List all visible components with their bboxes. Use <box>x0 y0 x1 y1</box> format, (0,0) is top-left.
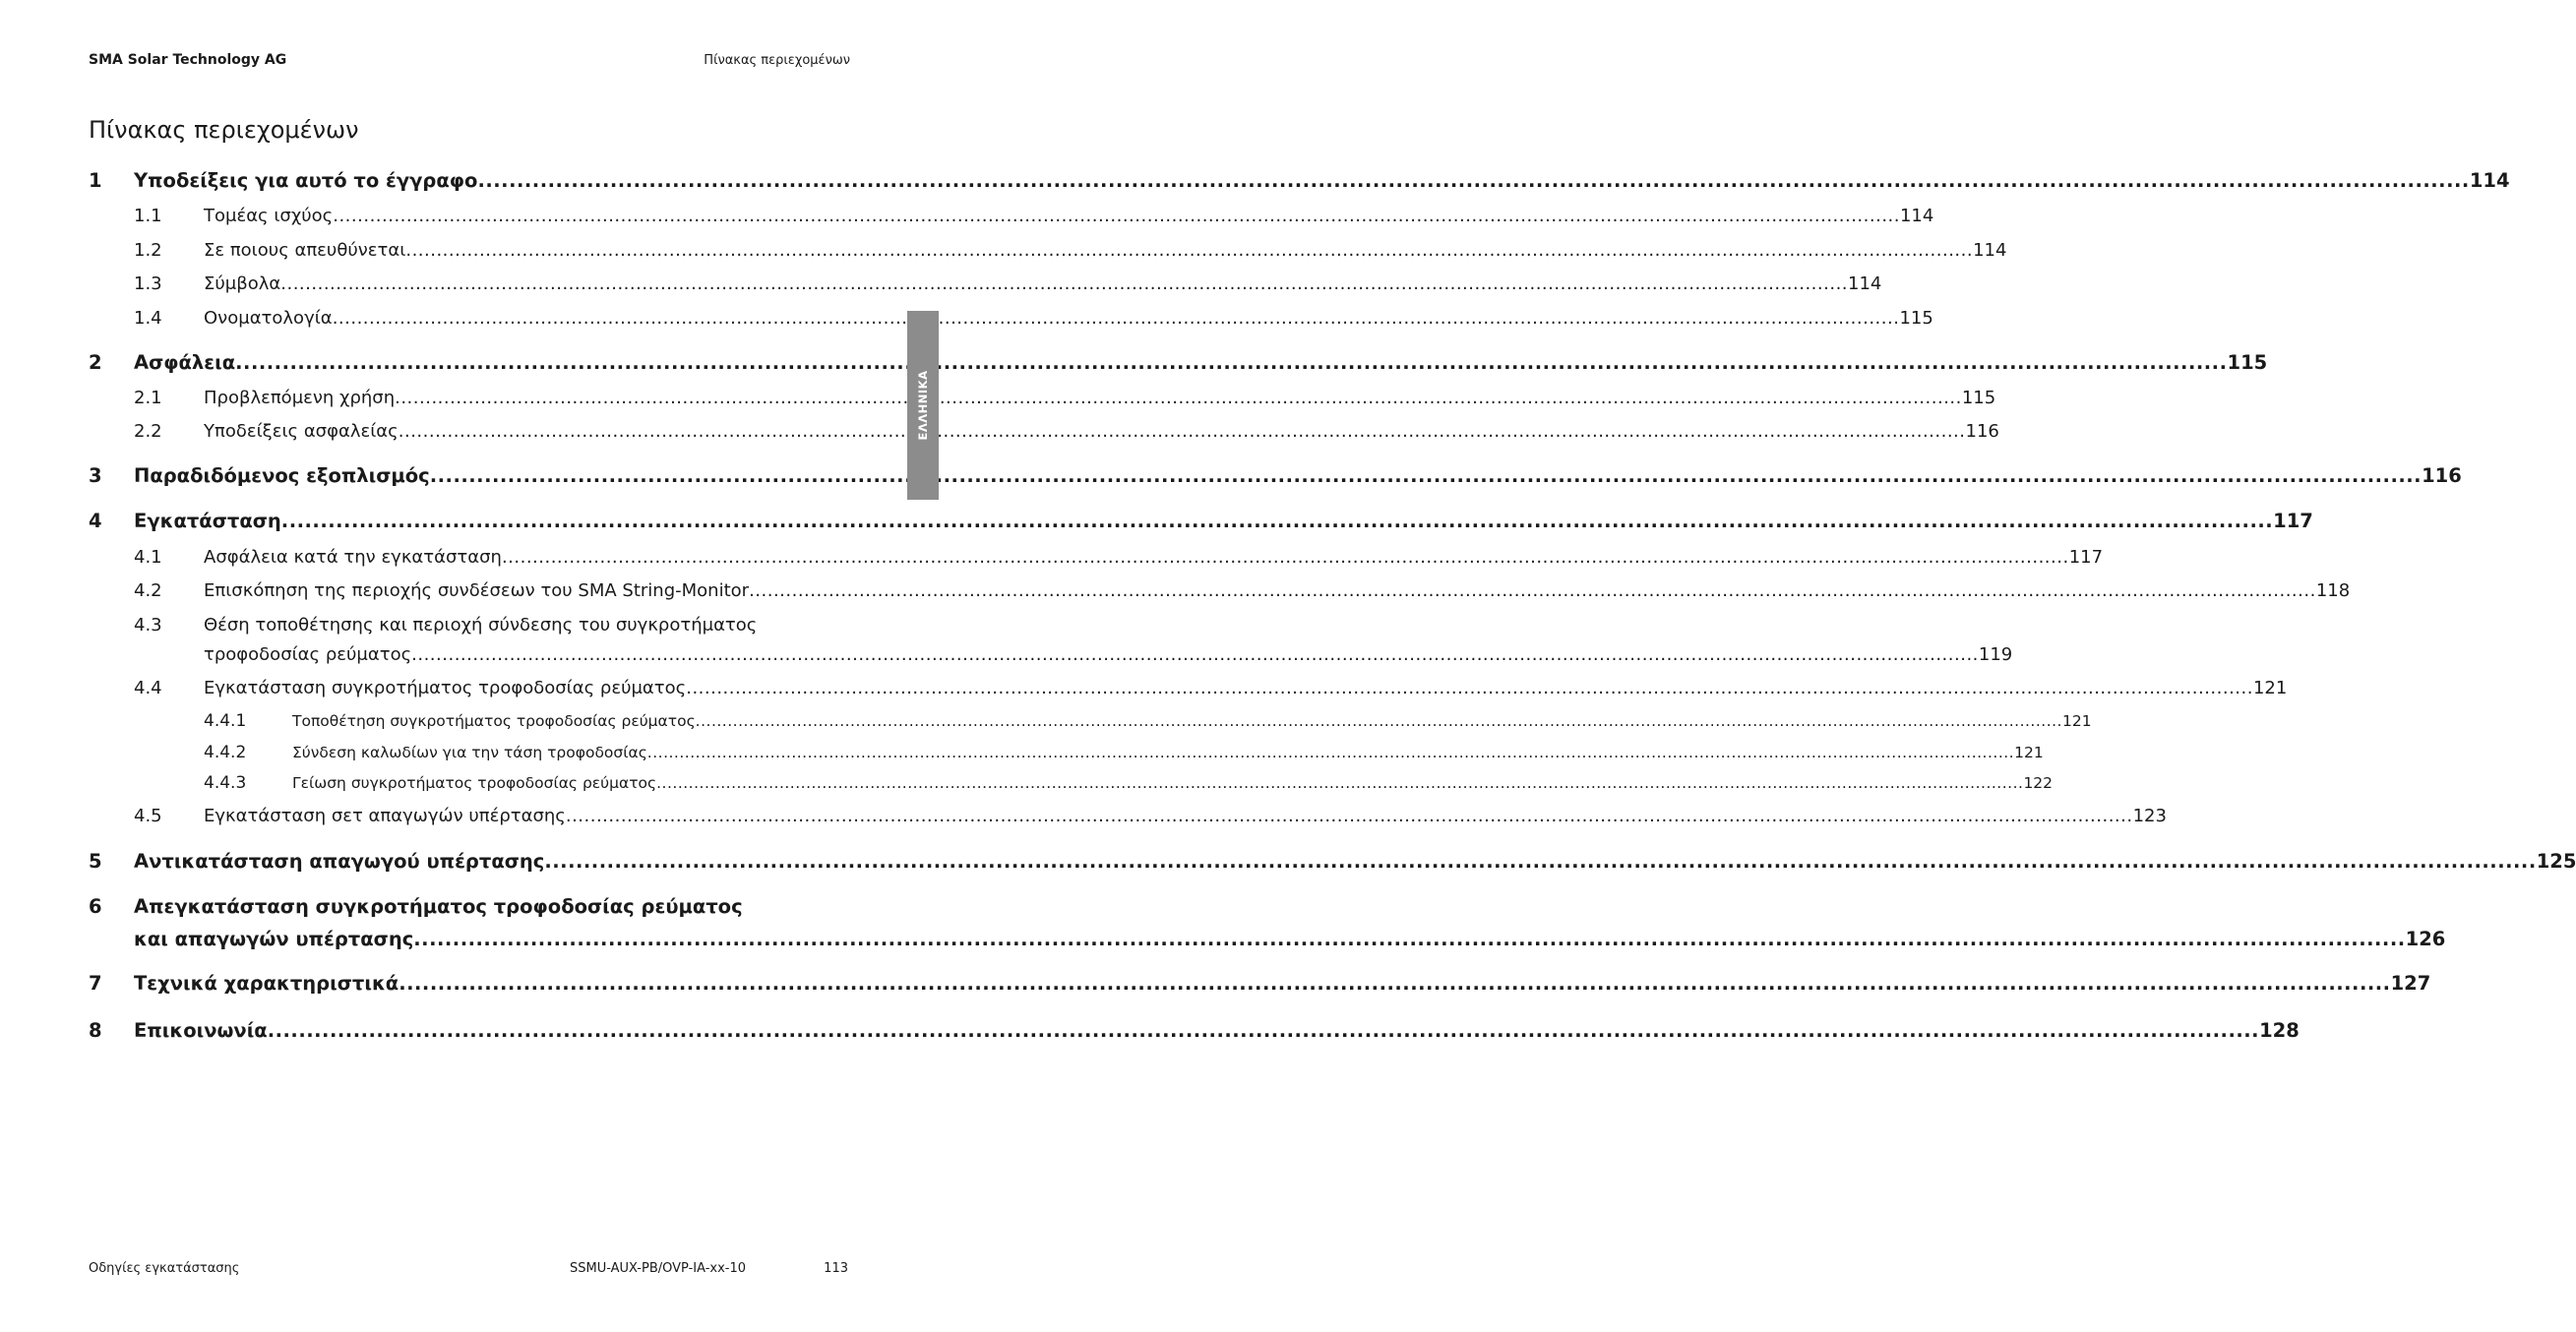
toc-title: Ασφάλεια <box>134 351 236 374</box>
toc-title: Επισκόπηση της περιοχής συνδέσεων του SMA String-Monitor <box>204 580 750 601</box>
toc-number: 4.5 <box>134 806 162 826</box>
toc-entry-6[interactable] <box>89 895 849 918</box>
toc-entry-2-1[interactable] <box>89 388 1996 408</box>
toc-leader <box>399 972 2390 995</box>
toc-page: 115 <box>1961 388 1996 408</box>
toc-title: Υποδείξεις για αυτό το έγγραφο <box>134 169 478 192</box>
toc-title: Ασφάλεια κατά την εγκατάσταση <box>204 547 502 568</box>
toc-number: 6 <box>89 895 102 918</box>
toc-number: 4.4.1 <box>204 711 247 731</box>
toc-number: 4.4.2 <box>204 743 247 762</box>
toc-entry-1-3[interactable] <box>89 273 1882 294</box>
toc-title: Τομέας ισχύος <box>204 206 334 226</box>
toc-title: Εγκατάσταση συγκροτήματος τροφοδοσίας ρεύματος <box>204 678 687 698</box>
toc-title: Σύμβολα <box>204 273 281 294</box>
toc-leader <box>749 580 2316 601</box>
toc-entry-1-4[interactable] <box>89 308 1933 329</box>
toc-entry-5[interactable] <box>89 850 2576 873</box>
toc-title: Επικοινωνία <box>134 1019 268 1042</box>
toc-page: 114 <box>1899 206 1934 226</box>
toc-title: Αντικατάσταση απαγωγού υπέρτασης <box>134 850 545 873</box>
toc-title: Τοποθέτηση συγκροτήματος τροφοδοσίας ρεύματος <box>292 712 696 730</box>
toc-entry-4-2[interactable] <box>89 580 2351 601</box>
header-company: SMA Solar Technology AG <box>89 52 287 68</box>
toc-number: 4.4 <box>134 678 162 698</box>
toc-title: Παραδιδόμενος εξοπλισμός <box>134 464 430 487</box>
toc-entry-4-5[interactable] <box>89 806 2167 826</box>
toc-number: 1 <box>89 169 102 192</box>
toc-leader <box>280 273 1848 294</box>
toc-title: Σύνδεση καλωδίων για την τάση τροφοδοσίας <box>292 744 647 761</box>
toc-page: 117 <box>2068 547 2104 568</box>
toc-entry-1-2[interactable] <box>89 240 2007 261</box>
toc-page: 121 <box>2014 744 2044 761</box>
toc-title: Σε ποιους απευθύνεται <box>204 240 406 261</box>
toc-page: 121 <box>2252 678 2288 698</box>
toc-entry-4-1[interactable] <box>89 547 2104 568</box>
toc-leader <box>430 464 2422 487</box>
toc-page: 119 <box>1978 644 2013 665</box>
toc-page: 114 <box>1973 240 2007 261</box>
toc-entry-7[interactable] <box>89 972 2431 995</box>
page-title: Πίνακας περιεχομένων <box>89 116 359 144</box>
toc-leader <box>405 240 1973 261</box>
toc-leader <box>395 388 1962 408</box>
toc-leader <box>647 744 2014 761</box>
toc-leader <box>686 678 2253 698</box>
header-section: Πίνακας περιεχομένων <box>704 53 850 68</box>
toc-entry-4-4-2[interactable] <box>89 743 2044 762</box>
toc-number: 4.1 <box>134 547 162 568</box>
toc-leader <box>411 644 1979 665</box>
toc-leader <box>413 928 2405 950</box>
toc-title: Ονοματολογία <box>204 308 333 329</box>
toc-page: 116 <box>2422 464 2462 487</box>
toc-number: 5 <box>89 850 102 873</box>
toc-page: 122 <box>2023 774 2054 792</box>
toc-number: 1.3 <box>134 273 162 294</box>
toc-leader <box>544 850 2536 873</box>
toc-entry-6-continued[interactable] <box>89 928 2446 950</box>
footer-doc-code: SSMU-AUX-PB/OVP-IA-xx-10 <box>570 1261 747 1276</box>
toc-title: Υποδείξεις ασφαλείας <box>204 421 399 442</box>
toc-number: 1.2 <box>134 240 162 261</box>
toc-leader <box>333 308 1900 329</box>
toc-title: Εγκατάσταση <box>134 510 281 532</box>
toc-page: 125 <box>2536 850 2576 873</box>
toc-leader <box>281 510 2273 532</box>
toc-number: 4.4.3 <box>204 773 247 793</box>
toc-number: 4 <box>89 510 102 532</box>
toc-entry-3[interactable] <box>89 464 2462 487</box>
toc-page: 114 <box>2469 169 2510 192</box>
toc-title: Γείωση συγκροτήματος τροφοδοσίας ρεύματος <box>292 774 657 792</box>
toc-leader <box>399 421 1966 442</box>
toc-page: 121 <box>2061 712 2092 730</box>
toc-entry-1-1[interactable] <box>89 206 1934 226</box>
toc-leader <box>268 1019 2259 1042</box>
toc-number: 2.2 <box>134 421 162 442</box>
toc-title: Απεγκατάσταση συγκροτήματος τροφοδοσίας ρεύματος <box>134 895 743 918</box>
toc-entry-4-4-1[interactable] <box>89 711 2092 731</box>
toc-number: 2 <box>89 351 102 374</box>
toc-page: 123 <box>2132 806 2167 826</box>
toc-page: 126 <box>2405 928 2446 950</box>
toc-title: Τεχνικά χαρακτηριστικά <box>134 972 399 995</box>
toc-page: 117 <box>2273 510 2313 532</box>
toc-entry-1[interactable] <box>89 169 2510 192</box>
language-tab-label: ΕΛΛΗΝΙΚΑ <box>916 370 930 441</box>
toc-title: Εγκατάσταση σετ απαγωγών υπέρτασης <box>204 806 566 826</box>
toc-leader <box>696 712 2062 730</box>
toc-entry-4-3-continued[interactable] <box>89 644 2013 665</box>
toc-entry-4-4-3[interactable] <box>89 773 2054 793</box>
toc-page: 118 <box>2315 580 2351 601</box>
toc-number: 8 <box>89 1019 102 1042</box>
toc-leader <box>566 806 2133 826</box>
toc-leader <box>477 169 2469 192</box>
toc-number: 4.2 <box>134 580 162 601</box>
toc-entry-8[interactable] <box>89 1019 2300 1042</box>
footer-page-number: 113 <box>824 1261 848 1276</box>
toc-leader <box>502 547 2069 568</box>
toc-leader <box>333 206 1900 226</box>
toc-number: 1.1 <box>134 206 162 226</box>
toc-page: 116 <box>1965 421 1999 442</box>
toc-entry-2[interactable] <box>89 351 2268 374</box>
toc-page: 115 <box>2227 351 2268 374</box>
toc-title: Προβλεπόμενη χρήση <box>204 388 396 408</box>
toc-title-continued: και απαγωγών υπέρτασης <box>134 928 414 950</box>
toc-number: 1.4 <box>134 308 162 329</box>
language-tab <box>907 311 939 500</box>
toc-leader <box>656 774 2023 792</box>
toc-number: 4.3 <box>134 615 162 636</box>
toc-entry-4[interactable] <box>89 510 2313 532</box>
toc-page: 127 <box>2390 972 2431 995</box>
toc-page: 128 <box>2259 1019 2300 1042</box>
toc-entry-4-4[interactable] <box>89 678 2288 698</box>
toc-number: 3 <box>89 464 102 487</box>
toc-leader <box>235 351 2227 374</box>
toc-entry-2-2[interactable] <box>89 421 1999 442</box>
toc-number: 7 <box>89 972 102 995</box>
toc-entry-4-3[interactable] <box>89 615 849 636</box>
footer-doc-type: Οδηγίες εγκατάστασης <box>89 1261 240 1276</box>
toc-page: 114 <box>1848 273 1882 294</box>
toc-title-continued: τροφοδοσίας ρεύματος <box>204 644 412 665</box>
toc-title: Θέση τοποθέτησης και περιοχή σύνδεσης του συγκροτήματος <box>204 615 758 636</box>
toc-page: 115 <box>1899 308 1933 329</box>
toc-number: 2.1 <box>134 388 162 408</box>
